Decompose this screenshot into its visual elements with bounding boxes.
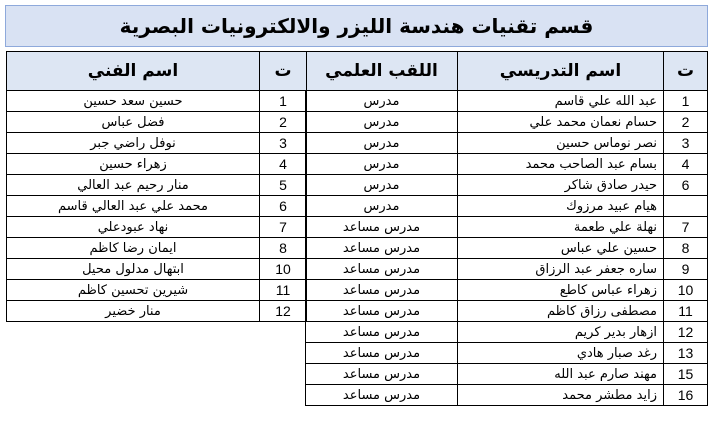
teacher-name: رغد صبار هادي	[458, 343, 664, 364]
teacher-num: 2	[664, 112, 708, 133]
technician-name: ايمان رضا كاظم	[7, 238, 260, 259]
technician-num: 10	[260, 259, 307, 280]
technician-num: 11	[260, 280, 307, 301]
technician-num: 3	[260, 133, 307, 154]
technician-name: منار خضير	[7, 301, 260, 322]
teacher-name: حسام نعمان محمد علي	[458, 112, 664, 133]
technician-num: 1	[260, 91, 307, 112]
technician-name: حسين سعد حسين	[7, 91, 260, 112]
technician-name: فضل عباس	[7, 112, 260, 133]
teacher-row	[306, 343, 708, 364]
technician-name: منار رحيم عبد العالي	[7, 175, 260, 196]
teacher-name: زايد مطشر محمد	[458, 385, 664, 406]
teachers-header-row	[306, 52, 708, 91]
teacher-num: 3	[664, 133, 708, 154]
teacher-num: 10	[664, 280, 708, 301]
technician-name: زهراء حسين	[7, 154, 260, 175]
teacher-row	[306, 217, 708, 238]
teacher-row	[306, 259, 708, 280]
teacher-name: ازهار بدير كريم	[458, 322, 664, 343]
teacher-rank: مدرس مساعد	[306, 364, 458, 385]
technicians-header-row	[7, 52, 307, 91]
technician-name: نوفل راضي جبر	[7, 133, 260, 154]
technician-row	[7, 154, 307, 175]
teachers-header-rank: اللقب العلمي	[306, 52, 458, 91]
technician-row	[7, 196, 307, 217]
teacher-num: 6	[664, 175, 708, 196]
teacher-num: 8	[664, 238, 708, 259]
teacher-num: 1	[664, 91, 708, 112]
technician-row	[7, 133, 307, 154]
technician-row	[7, 217, 307, 238]
teacher-name: بسام عبد الصاحب محمد	[458, 154, 664, 175]
teacher-rank: مدرس	[306, 112, 458, 133]
technician-num: 7	[260, 217, 307, 238]
technician-num: 5	[260, 175, 307, 196]
teacher-name: نهلة علي طعمة	[458, 217, 664, 238]
technician-name: شيرين تحسين كاظم	[7, 280, 260, 301]
teacher-name: ساره جعفر عبد الرزاق	[458, 259, 664, 280]
teacher-num: 16	[664, 385, 708, 406]
teacher-row	[306, 364, 708, 385]
teacher-rank: مدرس	[306, 175, 458, 196]
technicians-table	[6, 51, 307, 322]
teacher-rank: مدرس	[306, 196, 458, 217]
page-title: قسم تقنيات هندسة الليزر والالكترونيات البصرية	[5, 5, 708, 47]
teacher-rank: مدرس مساعد	[306, 343, 458, 364]
technicians-header-num: ت	[260, 52, 307, 91]
technician-num: 8	[260, 238, 307, 259]
teacher-row	[306, 238, 708, 259]
technician-num: 6	[260, 196, 307, 217]
teacher-row	[306, 175, 708, 196]
teacher-num: 13	[664, 343, 708, 364]
teacher-rank: مدرس مساعد	[306, 238, 458, 259]
technician-name: ابتهال مدلول محيل	[7, 259, 260, 280]
teacher-row	[306, 322, 708, 343]
technician-row	[7, 91, 307, 112]
technician-row	[7, 259, 307, 280]
technician-row	[7, 280, 307, 301]
teacher-row	[306, 112, 708, 133]
teacher-rank: مدرس مساعد	[306, 217, 458, 238]
teacher-row	[306, 91, 708, 112]
teacher-row	[306, 385, 708, 406]
teacher-name: مهند صارم عبد الله	[458, 364, 664, 385]
teacher-rank: مدرس	[306, 154, 458, 175]
teacher-row	[306, 154, 708, 175]
teacher-row	[306, 280, 708, 301]
teacher-rank: مدرس	[306, 91, 458, 112]
teacher-num: 9	[664, 259, 708, 280]
teacher-rank: مدرس مساعد	[306, 259, 458, 280]
teachers-header-name: اسم التدريسي	[458, 52, 664, 91]
teachers-table	[305, 51, 708, 406]
teacher-row	[306, 133, 708, 154]
technicians-header-name: اسم الفني	[7, 52, 260, 91]
technician-num: 12	[260, 301, 307, 322]
teacher-name: هيام عبيد مرزوك	[458, 196, 664, 217]
teachers-header-num: ت	[664, 52, 708, 91]
teacher-name: حسين علي عباس	[458, 238, 664, 259]
technician-row	[7, 238, 307, 259]
teacher-name: عبد الله علي قاسم	[458, 91, 664, 112]
technician-row	[7, 112, 307, 133]
teacher-num: 12	[664, 322, 708, 343]
teacher-name: زهراء عباس كاطع	[458, 280, 664, 301]
teacher-rank: مدرس مساعد	[306, 322, 458, 343]
teacher-num: 11	[664, 301, 708, 322]
technician-row	[7, 175, 307, 196]
teacher-name: مصطفى رزاق كاظم	[458, 301, 664, 322]
teacher-rank: مدرس	[306, 133, 458, 154]
teacher-num: 15	[664, 364, 708, 385]
technician-name: محمد علي عبد العالي قاسم	[7, 196, 260, 217]
technician-name: نهاد عبودعلي	[7, 217, 260, 238]
teacher-row	[306, 301, 708, 322]
technician-num: 2	[260, 112, 307, 133]
teacher-row	[306, 196, 708, 217]
teacher-num: 7	[664, 217, 708, 238]
teacher-num	[664, 196, 708, 217]
teacher-name: نصر نوماس حسين	[458, 133, 664, 154]
teacher-num: 4	[664, 154, 708, 175]
technician-num: 4	[260, 154, 307, 175]
teacher-rank: مدرس مساعد	[306, 280, 458, 301]
technician-row	[7, 301, 307, 322]
teacher-rank: مدرس مساعد	[306, 301, 458, 322]
teacher-name: حيدر صادق شاكر	[458, 175, 664, 196]
teacher-rank: مدرس مساعد	[306, 385, 458, 406]
